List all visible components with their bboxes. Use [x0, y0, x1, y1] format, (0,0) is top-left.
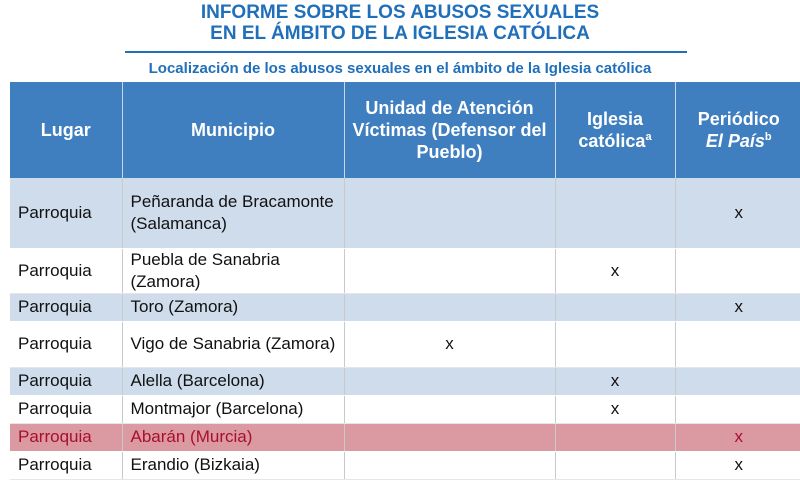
- cell-lugar: Parroquia: [10, 293, 122, 321]
- cell-defensor-mark: [344, 293, 555, 321]
- cell-el-pais-mark: x: [675, 451, 800, 479]
- cell-defensor-mark: [344, 395, 555, 423]
- cell-defensor-mark: [344, 367, 555, 395]
- header-lugar: Lugar: [10, 82, 122, 178]
- cell-lugar: Parroquia: [10, 395, 122, 423]
- cell-municipio: Toro (Zamora): [122, 293, 344, 321]
- table-row: [10, 423, 800, 451]
- cell-iglesia-mark: [555, 293, 675, 321]
- table-body: [10, 178, 800, 479]
- cell-defensor-mark: [344, 248, 555, 293]
- cell-lugar: Parroquia: [10, 321, 122, 367]
- cell-iglesia-mark: x: [555, 248, 675, 293]
- cell-municipio: Vigo de Sanabria (Zamora): [122, 321, 344, 367]
- cell-municipio: Puebla de Sanabria (Zamora): [122, 248, 344, 293]
- cell-defensor-mark: [344, 423, 555, 451]
- title-divider: [125, 51, 687, 53]
- table-row: [10, 248, 800, 293]
- cell-defensor-mark: [344, 451, 555, 479]
- cell-iglesia-mark: x: [555, 367, 675, 395]
- cell-el-pais-mark: [675, 395, 800, 423]
- cell-lugar: Parroquia: [10, 248, 122, 293]
- cell-iglesia-mark: [555, 321, 675, 367]
- cell-el-pais-mark: [675, 248, 800, 293]
- header-iglesia-label: Iglesia católica: [578, 109, 646, 151]
- cell-municipio: Peñaranda de Bracamonte (Salamanca): [122, 178, 344, 248]
- cell-el-pais-mark: [675, 321, 800, 367]
- footnote-b-marker: b: [764, 131, 772, 143]
- header-iglesia-catolica: [555, 82, 675, 178]
- cell-municipio: Alella (Barcelona): [122, 367, 344, 395]
- table-row: [10, 293, 800, 321]
- cell-lugar: Parroquia: [10, 423, 122, 451]
- cell-lugar: Parroquia: [10, 178, 122, 248]
- report-title-line-1: INFORME SOBRE LOS ABUSOS SEXUALES: [200, 2, 600, 23]
- cell-el-pais-mark: x: [675, 178, 800, 248]
- cell-iglesia-mark: x: [555, 395, 675, 423]
- cell-municipio: Erandio (Bizkaia): [122, 451, 344, 479]
- header-defensor-del-pueblo: Unidad de Atención Víctimas (Defensor del Pueblo): [344, 82, 555, 178]
- cell-lugar: Parroquia: [10, 451, 122, 479]
- header-periodico-el-pais: [675, 82, 800, 178]
- cell-defensor-mark: [344, 178, 555, 248]
- header-el-pais-name: El País: [705, 131, 765, 151]
- table-row: [10, 451, 800, 479]
- table-row: [10, 321, 800, 367]
- cell-el-pais-mark: x: [675, 293, 800, 321]
- header-municipio: Municipio: [122, 82, 344, 178]
- cell-defensor-mark: x: [344, 321, 555, 367]
- cell-el-pais-mark: [675, 367, 800, 395]
- cell-municipio: Montmajor (Barcelona): [122, 395, 344, 423]
- table-row: [10, 395, 800, 423]
- table-caption: Localización de los abusos sexuales en el ámbito de la Iglesia católica: [148, 60, 652, 77]
- footnote-a-marker: a: [645, 131, 652, 143]
- table-row: [10, 367, 800, 395]
- report-title: [0, 2, 800, 44]
- abuse-locations-table: [10, 82, 800, 480]
- cell-el-pais-mark: x: [675, 423, 800, 451]
- cell-municipio: Abarán (Murcia): [122, 423, 344, 451]
- header-periodico-label: Periódico: [697, 109, 780, 129]
- table-header-row: [10, 82, 800, 178]
- cell-iglesia-mark: [555, 423, 675, 451]
- table-row: [10, 178, 800, 248]
- cell-iglesia-mark: [555, 451, 675, 479]
- cell-lugar: Parroquia: [10, 367, 122, 395]
- report-title-line-2: EN EL ÁMBITO DE LA IGLESIA CATÓLICA: [210, 23, 590, 44]
- cell-iglesia-mark: [555, 178, 675, 248]
